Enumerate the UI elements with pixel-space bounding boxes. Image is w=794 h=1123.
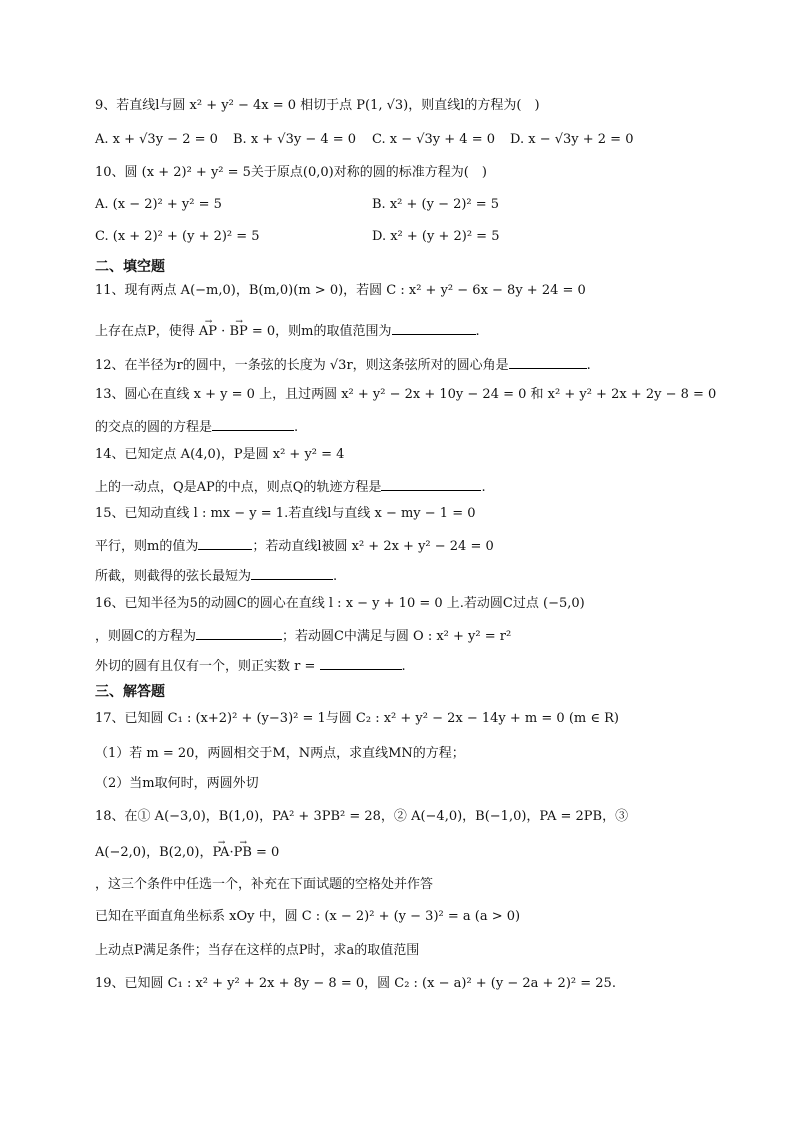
question-19: 19、已知圆 C₁ : x² + y² + 2x + 8y − 8 = 0，圆 C₂ : (x − a)² + (y − 2a + 2)² = 25. <box>95 976 616 991</box>
question-16-line3 <box>95 655 734 676</box>
q18-vector-pb: → PB <box>234 844 252 862</box>
q18-dot: · <box>229 845 234 860</box>
question-18-line2 <box>95 844 734 862</box>
q18-text-a: A(−2,0)，B(2,0)， <box>95 845 213 860</box>
q11-vector-ap: → AP <box>199 323 217 341</box>
q18-vector-pa: → PA <box>212 844 229 862</box>
q15-text-b: ；若动直线l被圆 x² + 2x + y² − 24 = 0 <box>252 539 494 554</box>
question-15-line3 <box>95 565 734 586</box>
q15-text-c: 所截，则截得的弦长最短为 <box>95 569 252 584</box>
q14-text: 上的一动点，Q是AP的中点，则点Q的轨迹方程是 <box>95 480 382 495</box>
q16-end: . <box>401 659 406 674</box>
answer-blank[interactable] <box>198 535 252 550</box>
section-heading-fill-in: 二、填空题 <box>95 259 165 275</box>
question-18-line3: ，这三个条件中任选一个，补充在下面试题的空格处并作答 <box>95 877 434 892</box>
question-11-line1: 11、现有两点 A(−m,0)，B(m,0)(m > 0)，若圆 C : x² + y² − 6x − 8y + 24 = 0 <box>95 283 586 298</box>
q11-vector-bp: → BP <box>229 323 247 341</box>
q10-option-a: A. (x − 2)² + y² = 5 <box>95 197 222 212</box>
q12-end: . <box>586 358 591 373</box>
q14-end: . <box>481 480 486 495</box>
question-13-line2 <box>95 416 734 437</box>
question-15-line1: 15、已知动直线 l : mx − y = 1.若直线l与直线 x − my − 1 = 0 <box>95 506 476 521</box>
question-18-line4: 已知在平面直角坐标系 xOy 中，圆 C : (x − 2)² + (y − 3)² = a (a > 0) <box>95 909 521 924</box>
question-18-line5: 上动点P满足条件；当存在这样的点P时，求a的取值范围 <box>95 943 420 958</box>
answer-blank[interactable] <box>381 476 481 491</box>
question-13-line1: 13、圆心在直线 x + y = 0 上，且过两圆 x² + y² − 2x + 10y − 24 = 0 和 x² + y² + 2x + 2y − 8 = 0 <box>95 387 717 402</box>
q10-option-b: B. x² + (y − 2)² = 5 <box>372 197 500 212</box>
answer-blank[interactable] <box>196 625 282 640</box>
q11-text-b: = 0，则m的取值范围为 <box>247 324 392 339</box>
answer-blank[interactable] <box>392 320 476 335</box>
q18-text-b: = 0 <box>251 845 280 860</box>
question-17-line1: 17、已知圆 C₁ : (x+2)² + (y−3)² = 1与圆 C₂ : x² + y² − 2x − 14y + m = 0 (m ∈ R) <box>95 711 619 726</box>
section-heading-solutions: 三、解答题 <box>95 684 165 700</box>
q10-option-c: C. (x + 2)² + (y + 2)² = 5 <box>95 229 260 244</box>
question-17-part2: （2）当m取何时，两圆外切 <box>95 776 259 791</box>
question-11-line2 <box>95 320 734 341</box>
q9-option-a: A. x + √3y − 2 = 0 <box>95 132 218 147</box>
answer-blank[interactable] <box>212 416 294 431</box>
answer-blank[interactable] <box>320 655 402 670</box>
question-14-line1: 14、已知定点 A(4,0)，P是圆 x² + y² = 4 <box>95 447 345 462</box>
question-17-part1: （1）若 m = 20，两圆相交于M，N两点，求直线MN的方程； <box>95 746 465 761</box>
q9-option-c: C. x − √3y + 4 = 0 <box>372 132 495 147</box>
question-15-line2 <box>95 535 734 556</box>
question-16-line2 <box>95 625 734 646</box>
question-9-stem: 9、若直线l与圆 x² + y² − 4x = 0 相切于点 P(1, √3)，则直线l的方程为( ) <box>95 98 540 113</box>
q16-text-a: ，则圆C的方程为 <box>95 629 196 644</box>
q11-text-a: 上存在点P，使得 <box>95 324 199 339</box>
question-18-line1: 18、在① A(−3,0)，B(1,0)，PA² + 3PB² = 28，② A(−4,0)，B(−1,0)，PA = 2PB，③ <box>95 809 629 824</box>
q16-text-c: 外切的圆有且仅有一个，则正实数 r = <box>95 659 320 674</box>
question-12 <box>95 354 734 375</box>
q12-text: 12、在半径为r的圆中，一条弦的长度为 √3r，则这条弦所对的圆心角是 <box>95 358 509 373</box>
q13-text: 的交点的圆的方程是 <box>95 420 213 435</box>
answer-blank[interactable] <box>509 354 587 369</box>
q9-option-d: D. x − √3y + 2 = 0 <box>510 132 634 147</box>
answer-blank[interactable] <box>251 565 333 580</box>
q9-option-b: B. x + √3y − 4 = 0 <box>233 132 357 147</box>
q10-option-d: D. x² + (y + 2)² = 5 <box>372 229 500 244</box>
q13-end: . <box>294 420 299 435</box>
question-14-line2 <box>95 476 734 497</box>
q11-end: . <box>475 324 480 339</box>
question-10-stem: 10、圆 (x + 2)² + y² = 5关于原点(0,0)对称的圆的标准方程为( ) <box>95 165 487 180</box>
q15-text-a: 平行，则m的值为 <box>95 539 199 554</box>
q15-end: . <box>333 569 338 584</box>
q11-dot: · <box>217 324 230 339</box>
q16-text-b: ；若动圆C中满足与圆 O : x² + y² = r² <box>281 629 512 644</box>
question-16-line1: 16、已知半径为5的动圆C的圆心在直线 l : x − y + 10 = 0 上.若动圆C过点 (−5,0) <box>95 596 585 611</box>
